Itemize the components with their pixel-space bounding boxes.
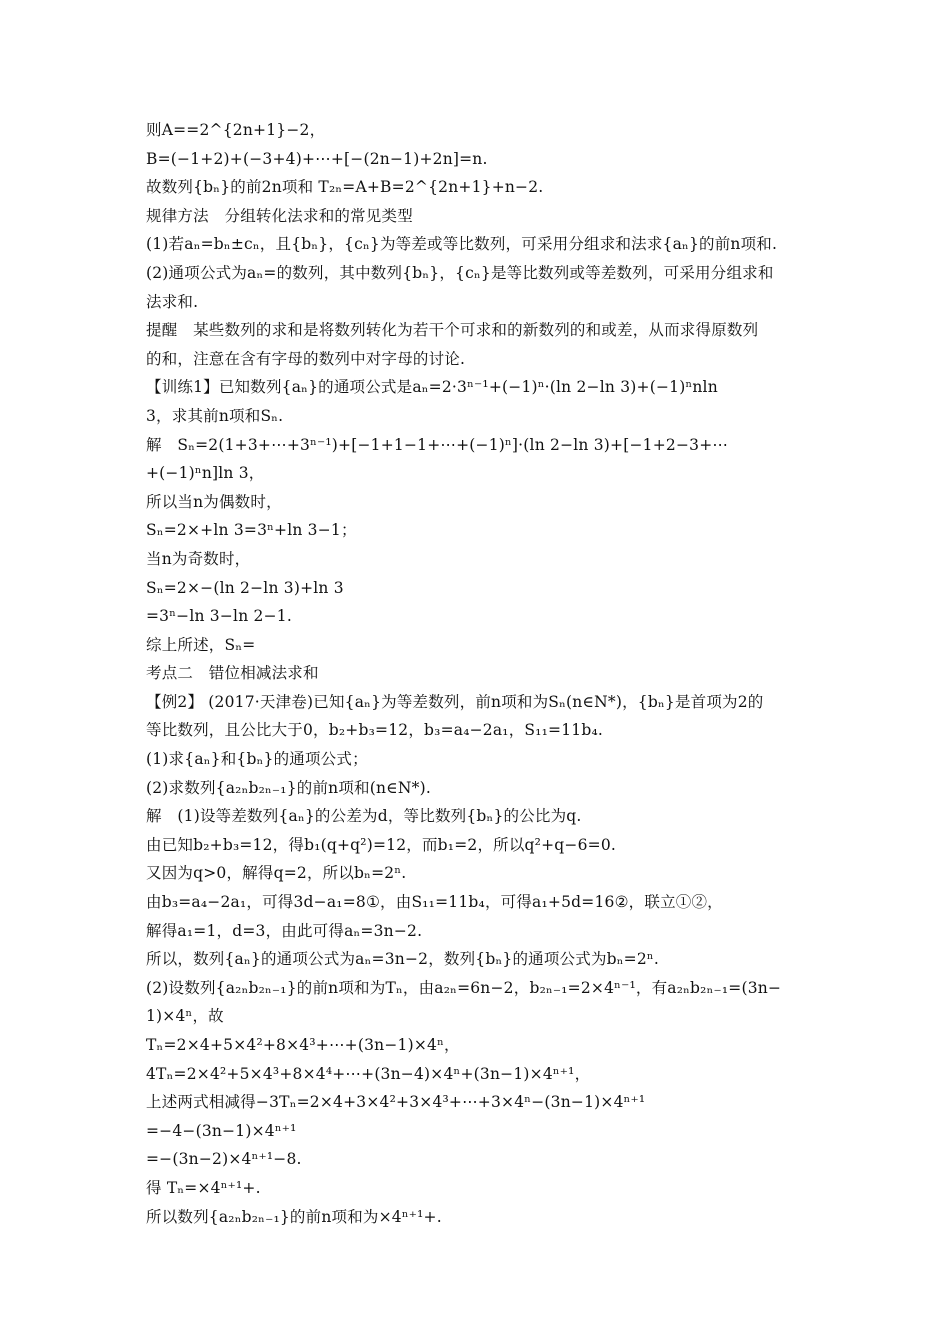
text-line: 故数列{bₙ}的前2n项和 T₂ₙ=A+B=2^{2n+1}+n−2.	[146, 178, 544, 197]
text-line: Sₙ=2×+ln 3=3ⁿ+ln 3−1；	[146, 521, 357, 540]
text-line: 所以数列{a₂ₙb₂ₙ₋₁}的前n项和为×4ⁿ⁺¹+.	[146, 1207, 442, 1226]
text-line: 提醒 某些数列的求和是将数列转化为若干个可求和的新数列的和或差，从而求得原数列	[146, 321, 759, 340]
text-line: 的和，注意在含有字母的数列中对字母的讨论.	[146, 349, 466, 368]
text-line: =−(3n−2)×4ⁿ⁺¹−8.	[146, 1150, 302, 1169]
exercise-title: 【训练1】已知数列{aₙ}的通项公式是aₙ=2·3ⁿ⁻¹+(−1)ⁿ·(ln 2−ln 3)+(−1)ⁿnln	[146, 378, 718, 397]
example-title: 【例2】 (2017·天津卷)已知{aₙ}为等差数列，前n项和为Sₙ(n∈N*)，{bₙ}是首项为2的	[146, 692, 764, 711]
text-line: (2)通项公式为aₙ=的数列，其中数列{bₙ}，{cₙ}是等比数列或等差数列，可采用分组求和	[146, 263, 774, 282]
text-line: (2)求数列{a₂ₙb₂ₙ₋₁}的前n项和(n∈N*).	[146, 778, 431, 797]
text-line: 等比数列，且公比大于0，b₂+b₃=12，b₃=a₄−2a₁，S₁₁=11b₄.	[146, 721, 604, 740]
text-line: (2)设数列{a₂ₙb₂ₙ₋₁}的前n项和为Tₙ，由a₂ₙ=6n−2，b₂ₙ₋₁=2×4ⁿ⁻¹，有a₂ₙb₂ₙ₋₁=(3n−	[146, 978, 782, 997]
text-line: 当n为奇数时，	[146, 549, 251, 568]
text-line: Tₙ=2×4+5×4²+8×4³+⋯+(3n−1)×4ⁿ，	[146, 1036, 460, 1054]
text-line: =3ⁿ−ln 3−ln 2−1.	[146, 607, 292, 626]
text-line: (1)若aₙ=bₙ±cₙ，且{bₙ}，{cₙ}为等差或等比数列，可采用分组求和法求{aₙ}的前n项和.	[146, 235, 778, 254]
document-page	[146, 116, 816, 1231]
solution-line: 解 Sₙ=2(1+3+⋯+3ⁿ⁻¹)+[−1+1−1+⋯+(−1)ⁿ]·(ln 2−ln 3)+[−1+2−3+⋯	[146, 435, 729, 454]
solution-line: 解 (1)设等差数列{aₙ}的公差为d，等比数列{bₙ}的公比为q.	[146, 807, 582, 826]
text-line: +(−1)ⁿn]ln 3，	[146, 464, 265, 483]
text-line: 1)×4ⁿ，故	[146, 1007, 224, 1026]
text-line: =−4−(3n−1)×4ⁿ⁺¹	[146, 1121, 297, 1140]
text-line: 解得a₁=1，d=3，由此可得aₙ=3n−2.	[146, 921, 423, 940]
text-line: 得 Tₙ=×4ⁿ⁺¹+.	[146, 1178, 261, 1197]
text-line: 则A==2^{2n+1}−2，	[146, 121, 326, 139]
text-line: B=(−1+2)+(−3+4)+⋯+[−(2n−1)+2n]=n.	[146, 149, 488, 168]
text-line: 由b₃=a₄−2a₁，可得3d−a₁=8①，由S₁₁=11b₄，可得a₁+5d=16②，联立①②，	[146, 893, 723, 912]
text-line: 综上所述，Sₙ=	[146, 635, 256, 654]
text-line: 3，求其前n项和Sₙ.	[146, 406, 284, 425]
text-line: 所以当n为偶数时，	[146, 492, 282, 511]
section-heading: 规律方法 分组转化法求和的常见类型	[146, 206, 413, 225]
text-line: 法求和.	[146, 292, 199, 311]
text-line: 4Tₙ=2×4²+5×4³+8×4⁴+⋯+(3n−4)×4ⁿ+(3n−1)×4ⁿ⁺¹，	[146, 1064, 591, 1083]
text-line: Sₙ=2×−(ln 2−ln 3)+ln 3	[146, 578, 344, 597]
section-heading: 考点二 错位相减法求和	[146, 664, 319, 683]
text-line: (1)求{aₙ}和{bₙ}的通项公式；	[146, 750, 368, 769]
text-line: 所以，数列{aₙ}的通项公式为aₙ=3n−2，数列{bₙ}的通项公式为bₙ=2ⁿ.	[146, 950, 659, 969]
text-line: 由已知b₂+b₃=12，得b₁(q+q²)=12，而b₁=2，所以q²+q−6=0.	[146, 835, 617, 854]
text-line: 上述两式相减得−3Tₙ=2×4+3×4²+3×4³+⋯+3×4ⁿ−(3n−1)×4ⁿ⁺¹	[146, 1093, 646, 1112]
text-line: 又因为q>0，解得q=2，所以bₙ=2ⁿ.	[146, 864, 407, 883]
